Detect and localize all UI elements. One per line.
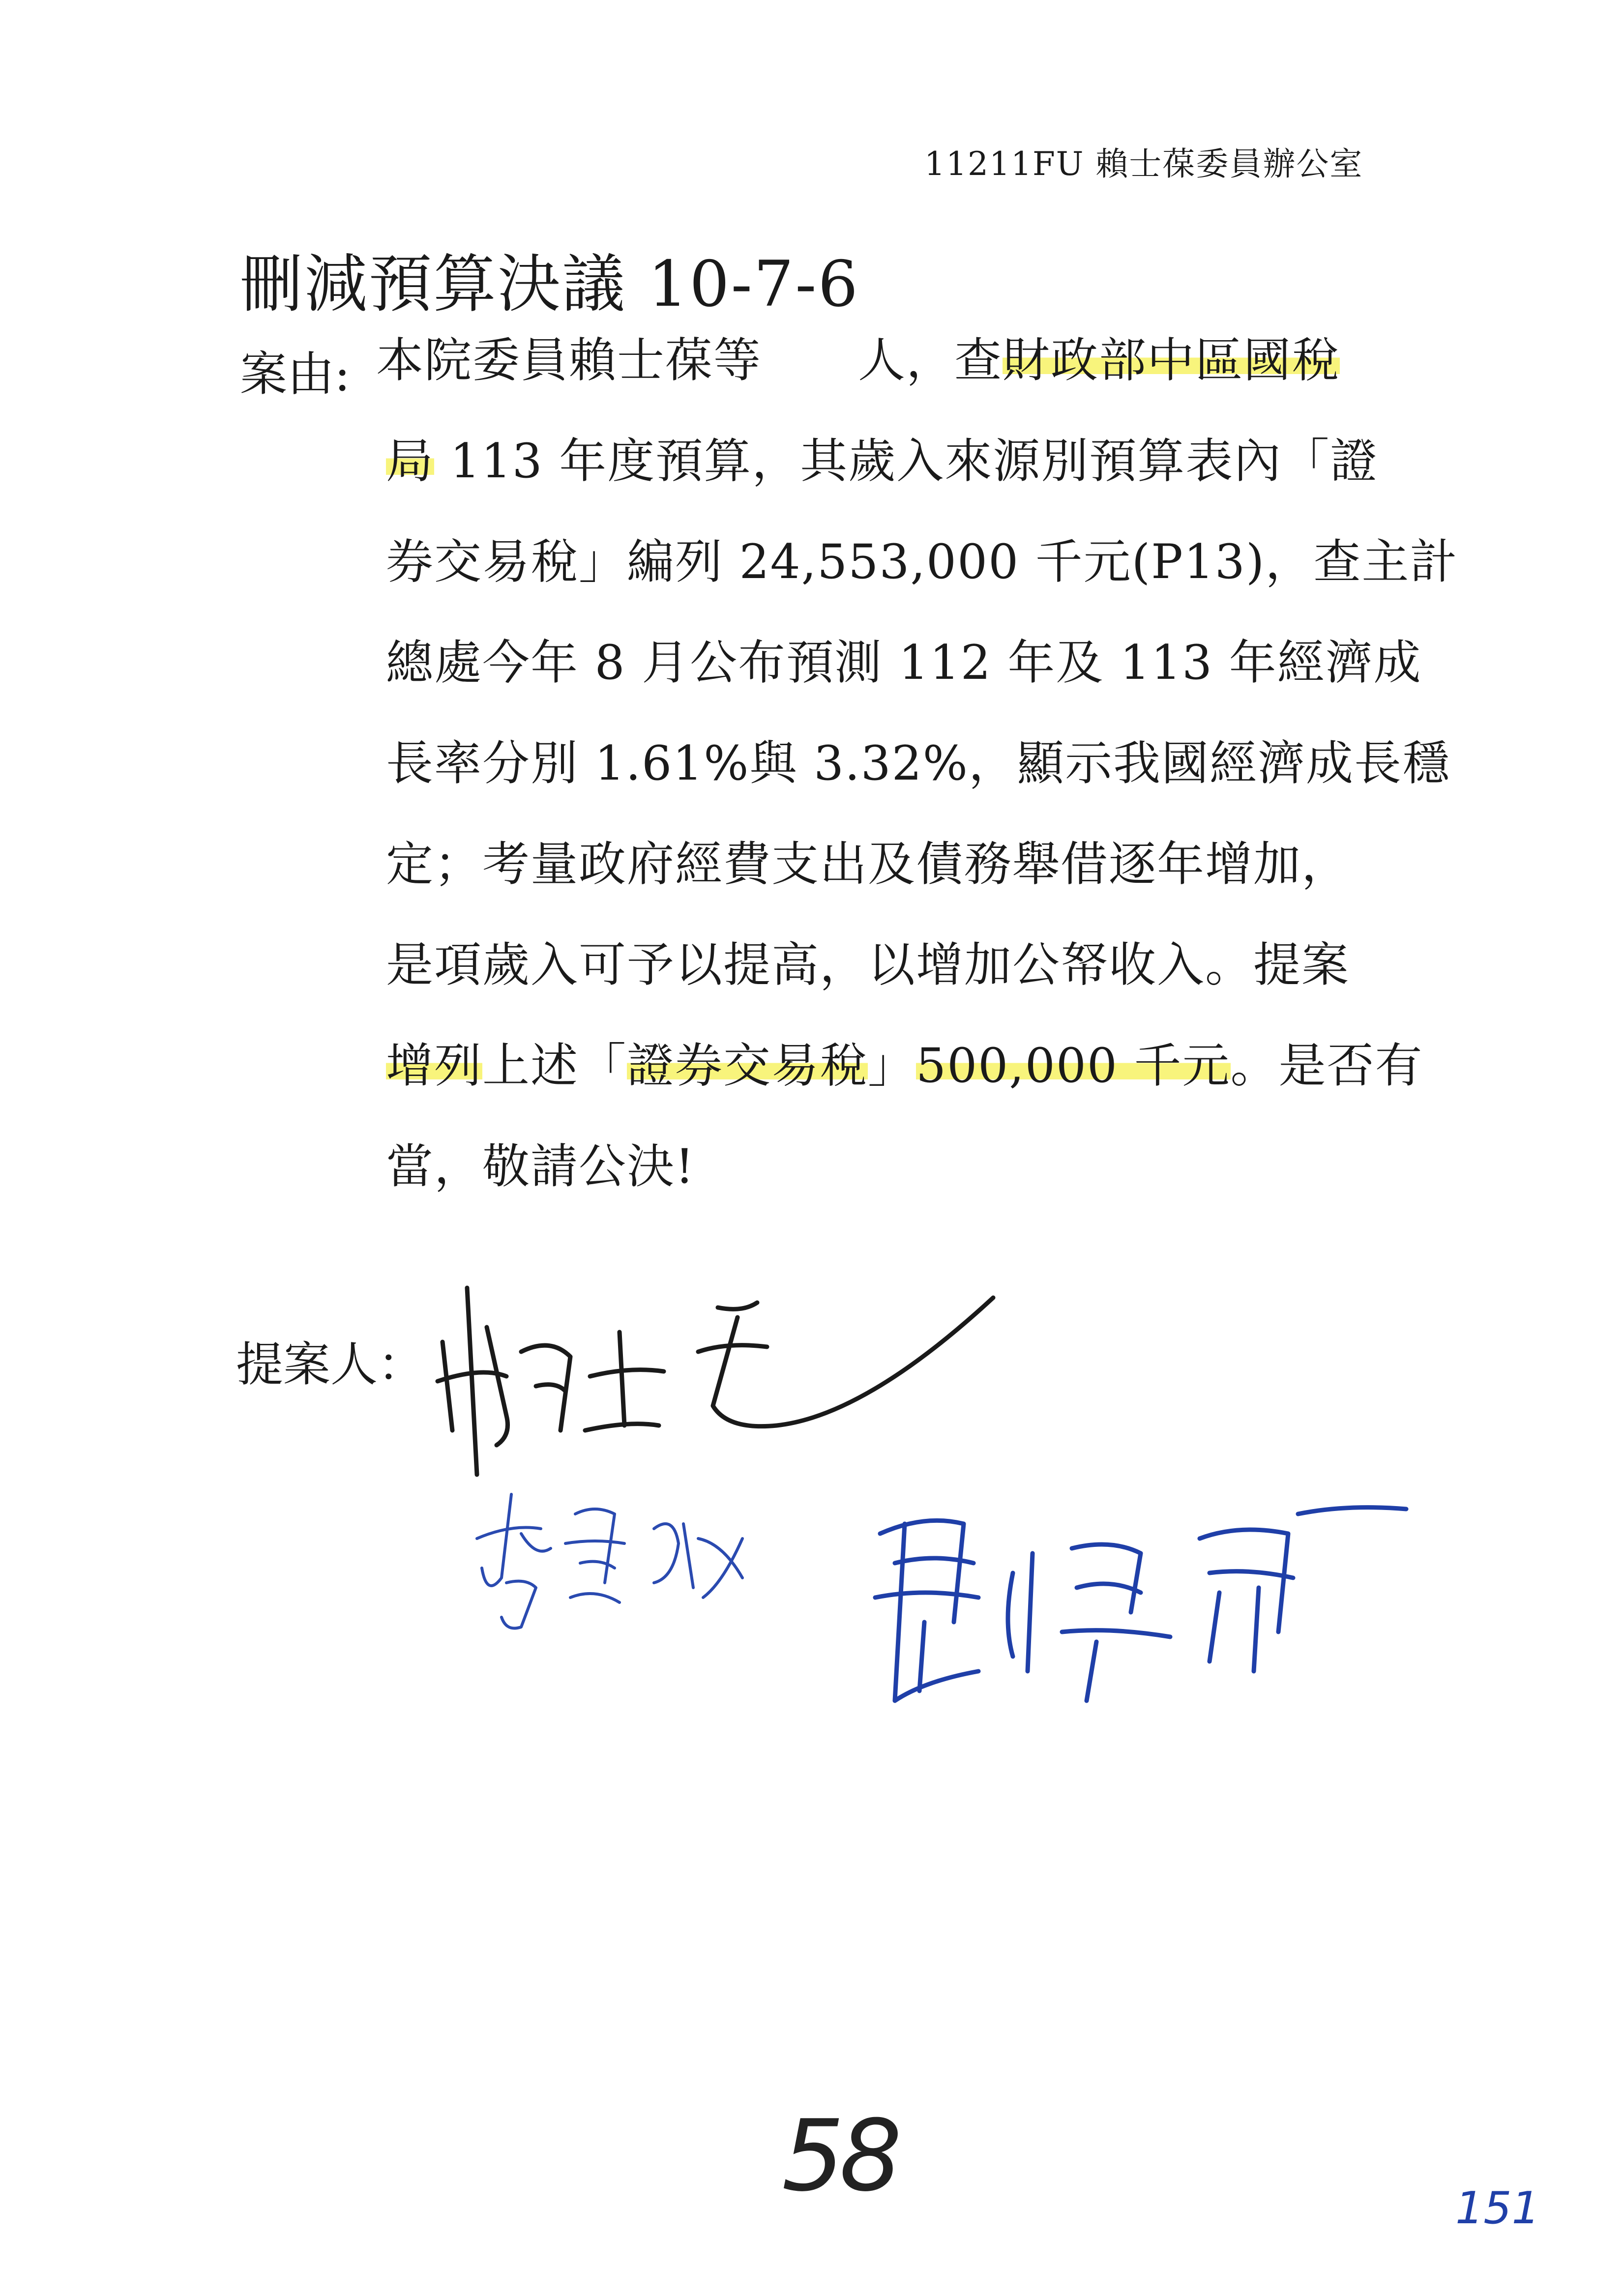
text-segment: 總處今年 8 月公布預測 112 年及 113 年經濟成 (386, 635, 1422, 690)
reason-line (386, 736, 1450, 791)
text-segment: 」 (868, 1038, 916, 1093)
reason-line (386, 534, 1458, 589)
reason-line (386, 1038, 1423, 1093)
reason-line (386, 635, 1422, 690)
reason-line (386, 434, 1379, 489)
reason-line (386, 1139, 695, 1194)
text-segment: 上述「 (482, 1038, 627, 1093)
highlighted-text: 500,000 千元 (916, 1038, 1231, 1093)
text-segment: 是項歲入可予以提高，以增加公帑收入。提案 (386, 937, 1350, 992)
stamp-number: 151 (1455, 2182, 1540, 2234)
signature-lai-shih-bao (423, 1268, 1013, 1494)
highlighted-text: 財政部中區國稅 (1003, 333, 1340, 388)
signature-li-gui-min (467, 1484, 772, 1642)
highlighted-text: 證券交易稅 (627, 1038, 868, 1093)
highlighted-text: 增列 (386, 1038, 482, 1093)
text-segment: 113 年度預算，其歲入來源別預算表內「證 (434, 434, 1379, 489)
text-segment: 券交易稅」編列 24,553,000 千元(P13)，查主計 (386, 534, 1458, 589)
page-number: 58 (782, 2099, 897, 2213)
reason-label: 案由: (240, 347, 351, 402)
signature-fei-hong-tai (865, 1494, 1416, 1730)
highlighted-text: 局 (386, 434, 434, 489)
text-segment: 長率分別 1.61%與 3.32%，顯示我國經濟成長穩 (386, 736, 1450, 791)
reason-line (376, 333, 1340, 388)
text-segment: 當，敬請公決! (386, 1139, 695, 1194)
document-title: 刪減預算決議 10-7-6 (240, 248, 859, 321)
office-header: 11211FU 賴士葆委員辦公室 (924, 145, 1363, 183)
reason-line (386, 937, 1350, 992)
text-segment: 。是否有 (1230, 1038, 1423, 1093)
reason-line (386, 837, 1350, 892)
proposer-label: 提案人： (236, 1337, 425, 1392)
text-segment: 本院委員賴士葆等 人，查 (376, 333, 1003, 388)
text-segment: 定；考量政府經費支出及債務舉借逐年增加， (386, 837, 1350, 892)
